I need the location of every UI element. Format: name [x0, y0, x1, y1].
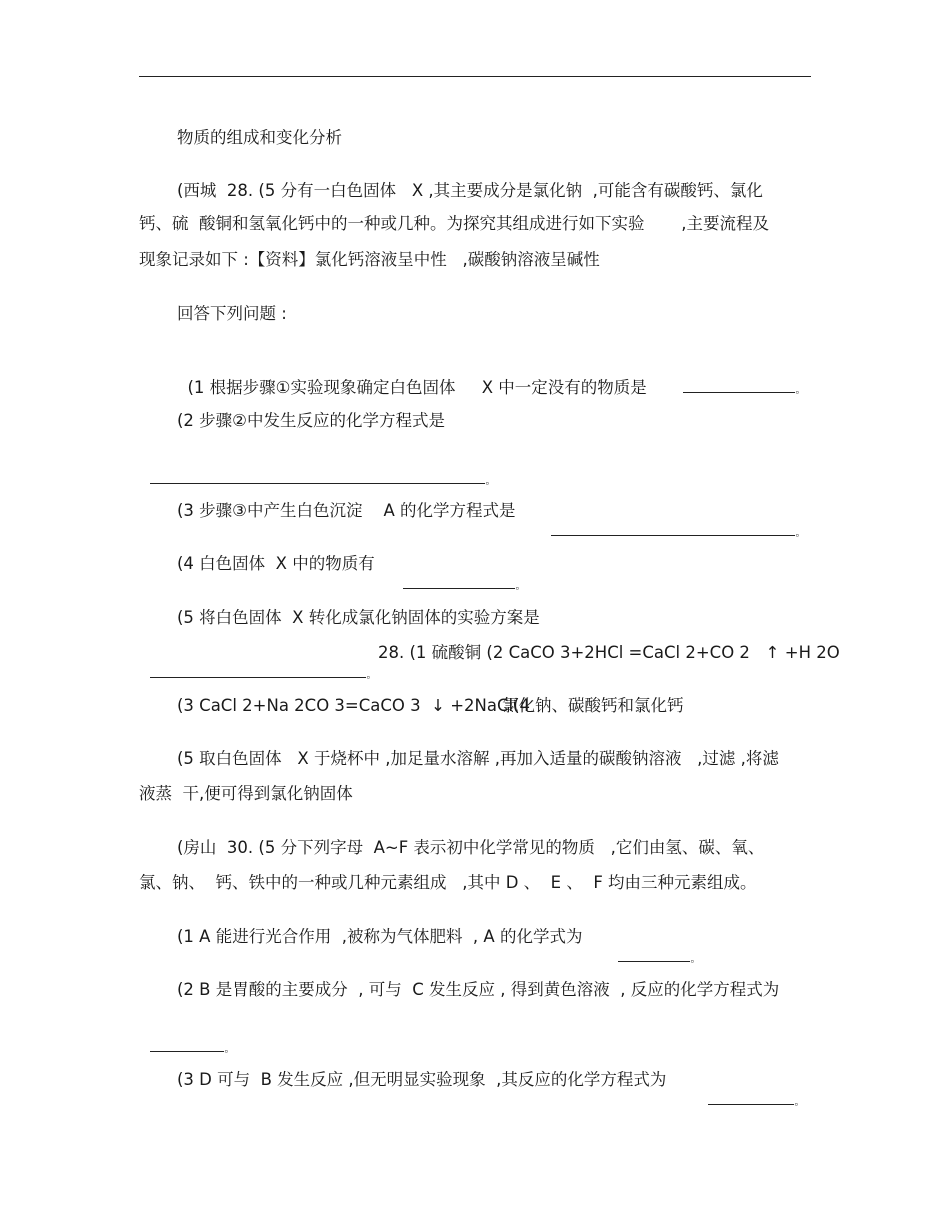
q28-part-4-answer-blank [392, 554, 526, 597]
q28-intro-line-2: 钙、硫 酸铜和氢氧化钙中的一种或几种。为探究其组成进行如下实验 ,主要流程及 [139, 214, 769, 233]
q28-answer-line-2: (3 CaCl 2+Na 2CO 3=CaCO 3 ↓ +2NaCl(4 [177, 696, 531, 715]
q30-part-2-answer-blank [139, 1017, 235, 1060]
period-mark: 。 [515, 581, 526, 592]
period-mark: 。 [224, 1044, 235, 1055]
answer-blank [683, 378, 795, 393]
q28-part-3-text: (3 步骤③中产生白色沉淀 A 的化学方程式是 [177, 501, 516, 520]
period-mark: 。 [366, 670, 377, 681]
q30-intro-line-2: 氯、钠、 钙、铁中的一种或几种元素组成 ,其中 D 、 E 、 F 均由三种元素组成。 [139, 873, 757, 892]
q28-prompt: 回答下列问题 : [177, 304, 287, 323]
q30-part-2-text: (2 B 是胃酸的主要成分 , 可与 C 发生反应 , 得到黄色溶液 , 反应的化学方程式为 [177, 980, 780, 999]
q30-part-1-answer-blank [607, 927, 701, 970]
period-mark: 。 [795, 385, 806, 396]
q28-intro-line-1: (西城 28. (5 分有一白色固体 X ,其主要成分是氯化钠 ,可能含有碳酸钙、氯化 [177, 181, 763, 200]
answer-blank [551, 521, 795, 536]
q28-part-5-text: (5 将白色固体 X 转化成氯化钠固体的实验方案是 [177, 608, 540, 627]
q28-part-2-text: (2 步骤②中发生反应的化学方程式是 [177, 411, 445, 430]
q28-answer-line-3: (5 取白色固体 X 于烧杯中 ,加足量水溶解 ,再加入适量的碳酸钠溶液 ,过滤 ,将滤 [177, 749, 779, 768]
q28-part-1-text: (1 根据步骤①实验现象确定白色固体 X 中一定没有的物质是 [187, 378, 647, 397]
q28-answer-line-4: 液蒸 干,便可得到氯化钠固体 [139, 784, 353, 803]
q28-part-1 [177, 358, 647, 398]
section-title: 物质的组成和变化分析 [177, 128, 342, 147]
answer-blank [618, 947, 690, 962]
q28-part-4-text: (4 白色固体 X 中的物质有 [177, 554, 375, 573]
q28-part-3-answer-blank [540, 501, 806, 544]
period-mark: 。 [690, 954, 701, 965]
q28-answer-line-2b: 氯化钠、碳酸钙和氯化钙 [502, 696, 684, 715]
q28-part-1-answer-blank [672, 358, 806, 401]
q28-part-5-answer-blank [139, 643, 377, 686]
period-mark: 。 [485, 476, 496, 487]
period-mark: 。 [794, 1097, 805, 1108]
q28-part-2-answer-blank [139, 449, 496, 492]
q28-intro-line-3: 现象记录如下 :【资料】氯化钙溶液呈中性 ,碳酸钠溶液呈碱性 [139, 250, 600, 269]
answer-blank [150, 469, 485, 484]
q28-answer-line-1: 28. (1 硫酸铜 (2 CaCO 3+2HCl =CaCl 2+CO 2 ↑ +H 2O [378, 643, 840, 662]
answer-blank [150, 663, 366, 678]
q30-part-3-text: (3 D 可与 B 发生反应 ,但无明显实验现象 ,其反应的化学方程式为 [177, 1070, 667, 1089]
period-mark: 。 [795, 528, 806, 539]
q30-part-3-answer-blank [697, 1070, 805, 1113]
header-rule [139, 76, 811, 77]
answer-blank [708, 1090, 794, 1105]
q30-intro-line-1: (房山 30. (5 分下列字母 A~F 表示初中化学常见的物质 ,它们由氢、碳、氧、 [177, 838, 765, 857]
answer-blank [403, 574, 515, 589]
q30-part-1-text: (1 A 能进行光合作用 ,被称为气体肥料 , A 的化学式为 [177, 927, 583, 946]
answer-blank [150, 1037, 224, 1052]
